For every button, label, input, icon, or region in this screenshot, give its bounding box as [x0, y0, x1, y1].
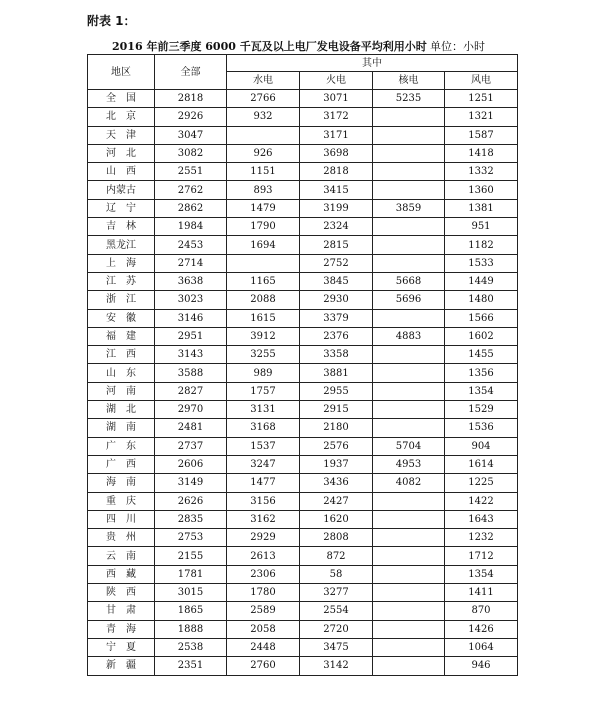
cell-thermal: 2180 — [300, 419, 373, 437]
cell-wind: 1232 — [445, 529, 518, 547]
cell-region: 湖 南 — [88, 419, 155, 437]
cell-wind: 1422 — [445, 492, 518, 510]
cell-wind: 1354 — [445, 382, 518, 400]
cell-wind: 1354 — [445, 565, 518, 583]
cell-wind: 1536 — [445, 419, 518, 437]
cell-nuclear — [373, 602, 445, 620]
table-row — [88, 327, 518, 345]
cell-region: 江 苏 — [88, 272, 155, 290]
cell-hydro: 2589 — [227, 602, 300, 620]
cell-total: 2538 — [155, 638, 227, 656]
cell-total: 3638 — [155, 272, 227, 290]
table-row — [88, 474, 518, 492]
cell-nuclear — [373, 419, 445, 437]
cell-total: 3588 — [155, 364, 227, 382]
cell-thermal: 2915 — [300, 401, 373, 419]
cell-hydro: 926 — [227, 144, 300, 162]
cell-region: 西 藏 — [88, 565, 155, 583]
cell-region: 浙 江 — [88, 291, 155, 309]
cell-region: 宁 夏 — [88, 638, 155, 656]
header-group: 其中 — [227, 55, 518, 72]
cell-thermal: 2955 — [300, 382, 373, 400]
cell-region: 重 庆 — [88, 492, 155, 510]
table-row — [88, 364, 518, 382]
cell-thermal: 3415 — [300, 181, 373, 199]
cell-region: 黑龙江 — [88, 236, 155, 254]
cell-hydro: 932 — [227, 108, 300, 126]
table-row — [88, 657, 518, 675]
cell-hydro: 3156 — [227, 492, 300, 510]
cell-nuclear — [373, 108, 445, 126]
cell-region: 全 国 — [88, 90, 155, 108]
table-row — [88, 346, 518, 364]
cell-wind: 1411 — [445, 584, 518, 602]
header-thermal: 火电 — [300, 72, 373, 90]
cell-hydro: 893 — [227, 181, 300, 199]
cell-region: 吉 林 — [88, 218, 155, 236]
cell-thermal: 2376 — [300, 327, 373, 345]
cell-thermal: 2818 — [300, 163, 373, 181]
cell-total: 2481 — [155, 419, 227, 437]
cell-hydro: 1694 — [227, 236, 300, 254]
cell-region: 天 津 — [88, 126, 155, 144]
table-row — [88, 492, 518, 510]
cell-region: 河 北 — [88, 144, 155, 162]
cell-total: 2626 — [155, 492, 227, 510]
table-row — [88, 181, 518, 199]
cell-total: 3023 — [155, 291, 227, 309]
cell-total: 2606 — [155, 455, 227, 473]
cell-total: 2951 — [155, 327, 227, 345]
cell-wind: 1449 — [445, 272, 518, 290]
cell-nuclear — [373, 181, 445, 199]
cell-thermal: 872 — [300, 547, 373, 565]
cell-region: 山 东 — [88, 364, 155, 382]
cell-hydro: 1477 — [227, 474, 300, 492]
cell-region: 上 海 — [88, 254, 155, 272]
cell-nuclear: 5704 — [373, 437, 445, 455]
table-body — [88, 90, 518, 676]
cell-nuclear — [373, 657, 445, 675]
table-row — [88, 419, 518, 437]
cell-total: 2970 — [155, 401, 227, 419]
cell-total: 1888 — [155, 620, 227, 638]
cell-thermal: 2554 — [300, 602, 373, 620]
cell-region: 福 建 — [88, 327, 155, 345]
cell-hydro: 1615 — [227, 309, 300, 327]
utilization-hours-table — [87, 54, 518, 676]
cell-wind: 1321 — [445, 108, 518, 126]
cell-region: 青 海 — [88, 620, 155, 638]
cell-wind: 1614 — [445, 455, 518, 473]
table-title: 2016 年前三季度 6000 千瓦及以上电厂发电设备平均利用小时 — [112, 40, 427, 53]
table-row — [88, 90, 518, 108]
table-row — [88, 584, 518, 602]
cell-nuclear — [373, 309, 445, 327]
cell-thermal: 1937 — [300, 455, 373, 473]
cell-region: 江 西 — [88, 346, 155, 364]
cell-thermal: 3199 — [300, 199, 373, 217]
cell-thermal: 3436 — [300, 474, 373, 492]
cell-total: 2351 — [155, 657, 227, 675]
cell-thermal: 3277 — [300, 584, 373, 602]
cell-nuclear: 4883 — [373, 327, 445, 345]
cell-hydro: 2929 — [227, 529, 300, 547]
cell-wind: 1426 — [445, 620, 518, 638]
cell-wind: 1225 — [445, 474, 518, 492]
cell-hydro: 2760 — [227, 657, 300, 675]
cell-total: 2714 — [155, 254, 227, 272]
cell-hydro: 2088 — [227, 291, 300, 309]
header-total: 全部 — [155, 55, 227, 90]
cell-hydro: 1537 — [227, 437, 300, 455]
cell-nuclear — [373, 565, 445, 583]
cell-nuclear — [373, 163, 445, 181]
cell-nuclear: 5235 — [373, 90, 445, 108]
cell-nuclear — [373, 382, 445, 400]
cell-thermal: 3142 — [300, 657, 373, 675]
cell-nuclear — [373, 236, 445, 254]
table-row — [88, 272, 518, 290]
cell-thermal: 2808 — [300, 529, 373, 547]
cell-region: 内蒙古 — [88, 181, 155, 199]
cell-thermal: 3172 — [300, 108, 373, 126]
cell-nuclear — [373, 401, 445, 419]
table-row — [88, 309, 518, 327]
cell-region: 甘 肃 — [88, 602, 155, 620]
cell-region: 贵 州 — [88, 529, 155, 547]
cell-thermal: 2324 — [300, 218, 373, 236]
cell-nuclear — [373, 364, 445, 382]
cell-thermal: 2427 — [300, 492, 373, 510]
cell-wind: 1381 — [445, 199, 518, 217]
cell-wind: 1356 — [445, 364, 518, 382]
cell-nuclear — [373, 218, 445, 236]
cell-total: 2762 — [155, 181, 227, 199]
cell-nuclear — [373, 547, 445, 565]
cell-nuclear — [373, 144, 445, 162]
cell-hydro: 3912 — [227, 327, 300, 345]
cell-total: 3143 — [155, 346, 227, 364]
cell-total: 2753 — [155, 529, 227, 547]
table-row — [88, 510, 518, 528]
cell-nuclear — [373, 510, 445, 528]
cell-thermal: 1620 — [300, 510, 373, 528]
cell-thermal: 3171 — [300, 126, 373, 144]
cell-region: 北 京 — [88, 108, 155, 126]
cell-nuclear — [373, 584, 445, 602]
cell-thermal: 2576 — [300, 437, 373, 455]
cell-wind: 1064 — [445, 638, 518, 656]
cell-nuclear — [373, 529, 445, 547]
cell-nuclear — [373, 492, 445, 510]
cell-hydro: 1151 — [227, 163, 300, 181]
cell-region: 四 川 — [88, 510, 155, 528]
table-row — [88, 565, 518, 583]
cell-total: 3149 — [155, 474, 227, 492]
cell-thermal: 2930 — [300, 291, 373, 309]
cell-hydro: 989 — [227, 364, 300, 382]
table-row — [88, 437, 518, 455]
cell-hydro: 1790 — [227, 218, 300, 236]
cell-wind: 1533 — [445, 254, 518, 272]
cell-total: 3146 — [155, 309, 227, 327]
cell-total: 2862 — [155, 199, 227, 217]
cell-total: 3015 — [155, 584, 227, 602]
cell-wind: 1529 — [445, 401, 518, 419]
cell-total: 2737 — [155, 437, 227, 455]
cell-thermal: 3881 — [300, 364, 373, 382]
cell-wind: 1360 — [445, 181, 518, 199]
cell-hydro: 1757 — [227, 382, 300, 400]
header-nuclear: 核电 — [373, 72, 445, 90]
cell-total: 3047 — [155, 126, 227, 144]
cell-total: 2818 — [155, 90, 227, 108]
unit-label: 单位：小时 — [430, 40, 485, 53]
cell-nuclear — [373, 620, 445, 638]
cell-wind: 1566 — [445, 309, 518, 327]
cell-hydro: 3131 — [227, 401, 300, 419]
cell-thermal: 3698 — [300, 144, 373, 162]
table-row — [88, 144, 518, 162]
cell-thermal: 2815 — [300, 236, 373, 254]
cell-thermal: 2720 — [300, 620, 373, 638]
cell-thermal: 2752 — [300, 254, 373, 272]
cell-total: 2926 — [155, 108, 227, 126]
cell-region: 山 西 — [88, 163, 155, 181]
cell-thermal: 58 — [300, 565, 373, 583]
cell-region: 辽 宁 — [88, 199, 155, 217]
cell-wind: 870 — [445, 602, 518, 620]
cell-wind: 904 — [445, 437, 518, 455]
table-row — [88, 547, 518, 565]
cell-hydro: 1780 — [227, 584, 300, 602]
cell-wind: 1587 — [445, 126, 518, 144]
cell-thermal: 3379 — [300, 309, 373, 327]
cell-nuclear: 3859 — [373, 199, 445, 217]
cell-nuclear: 5668 — [373, 272, 445, 290]
cell-hydro — [227, 126, 300, 144]
table-row — [88, 126, 518, 144]
table-row — [88, 455, 518, 473]
cell-wind: 1455 — [445, 346, 518, 364]
cell-hydro: 3168 — [227, 419, 300, 437]
cell-wind: 1602 — [445, 327, 518, 345]
cell-hydro: 1165 — [227, 272, 300, 290]
cell-total: 1781 — [155, 565, 227, 583]
table-row — [88, 108, 518, 126]
cell-region: 云 南 — [88, 547, 155, 565]
table-row — [88, 236, 518, 254]
header-row-top — [88, 55, 518, 72]
cell-total: 2835 — [155, 510, 227, 528]
header-hydro: 水电 — [227, 72, 300, 90]
cell-hydro: 2058 — [227, 620, 300, 638]
cell-region: 广 西 — [88, 455, 155, 473]
cell-region: 新 疆 — [88, 657, 155, 675]
table-row — [88, 218, 518, 236]
cell-region: 湖 北 — [88, 401, 155, 419]
header-wind: 风电 — [445, 72, 518, 90]
table-row — [88, 382, 518, 400]
cell-region: 广 东 — [88, 437, 155, 455]
cell-nuclear — [373, 346, 445, 364]
table-row — [88, 602, 518, 620]
cell-total: 2551 — [155, 163, 227, 181]
cell-wind: 1480 — [445, 291, 518, 309]
cell-wind: 1418 — [445, 144, 518, 162]
table-row — [88, 254, 518, 272]
cell-wind: 1643 — [445, 510, 518, 528]
table-row — [88, 620, 518, 638]
cell-total: 2155 — [155, 547, 227, 565]
cell-wind: 1182 — [445, 236, 518, 254]
cell-region: 河 南 — [88, 382, 155, 400]
cell-wind: 946 — [445, 657, 518, 675]
header-region: 地区 — [88, 55, 155, 90]
cell-thermal: 3358 — [300, 346, 373, 364]
cell-hydro: 1479 — [227, 199, 300, 217]
cell-total: 3082 — [155, 144, 227, 162]
cell-hydro: 2306 — [227, 565, 300, 583]
cell-region: 安 徽 — [88, 309, 155, 327]
appendix-label: 附表 1： — [87, 14, 136, 28]
cell-nuclear: 4082 — [373, 474, 445, 492]
table-row — [88, 199, 518, 217]
cell-total: 1865 — [155, 602, 227, 620]
cell-region: 海 南 — [88, 474, 155, 492]
table-row — [88, 163, 518, 181]
cell-hydro: 2766 — [227, 90, 300, 108]
cell-nuclear: 4953 — [373, 455, 445, 473]
cell-wind: 1712 — [445, 547, 518, 565]
cell-thermal: 3845 — [300, 272, 373, 290]
cell-nuclear — [373, 126, 445, 144]
cell-wind: 1251 — [445, 90, 518, 108]
cell-thermal: 3475 — [300, 638, 373, 656]
cell-region: 陕 西 — [88, 584, 155, 602]
table-row — [88, 529, 518, 547]
cell-hydro — [227, 254, 300, 272]
cell-total: 2453 — [155, 236, 227, 254]
cell-nuclear — [373, 254, 445, 272]
cell-hydro: 2448 — [227, 638, 300, 656]
cell-nuclear: 5696 — [373, 291, 445, 309]
cell-wind: 1332 — [445, 163, 518, 181]
cell-hydro: 3247 — [227, 455, 300, 473]
table-row — [88, 401, 518, 419]
cell-hydro: 3255 — [227, 346, 300, 364]
table-row — [88, 291, 518, 309]
cell-total: 1984 — [155, 218, 227, 236]
table-row — [88, 638, 518, 656]
cell-thermal: 3071 — [300, 90, 373, 108]
cell-hydro: 3162 — [227, 510, 300, 528]
cell-total: 2827 — [155, 382, 227, 400]
cell-nuclear — [373, 638, 445, 656]
cell-wind: 951 — [445, 218, 518, 236]
cell-hydro: 2613 — [227, 547, 300, 565]
